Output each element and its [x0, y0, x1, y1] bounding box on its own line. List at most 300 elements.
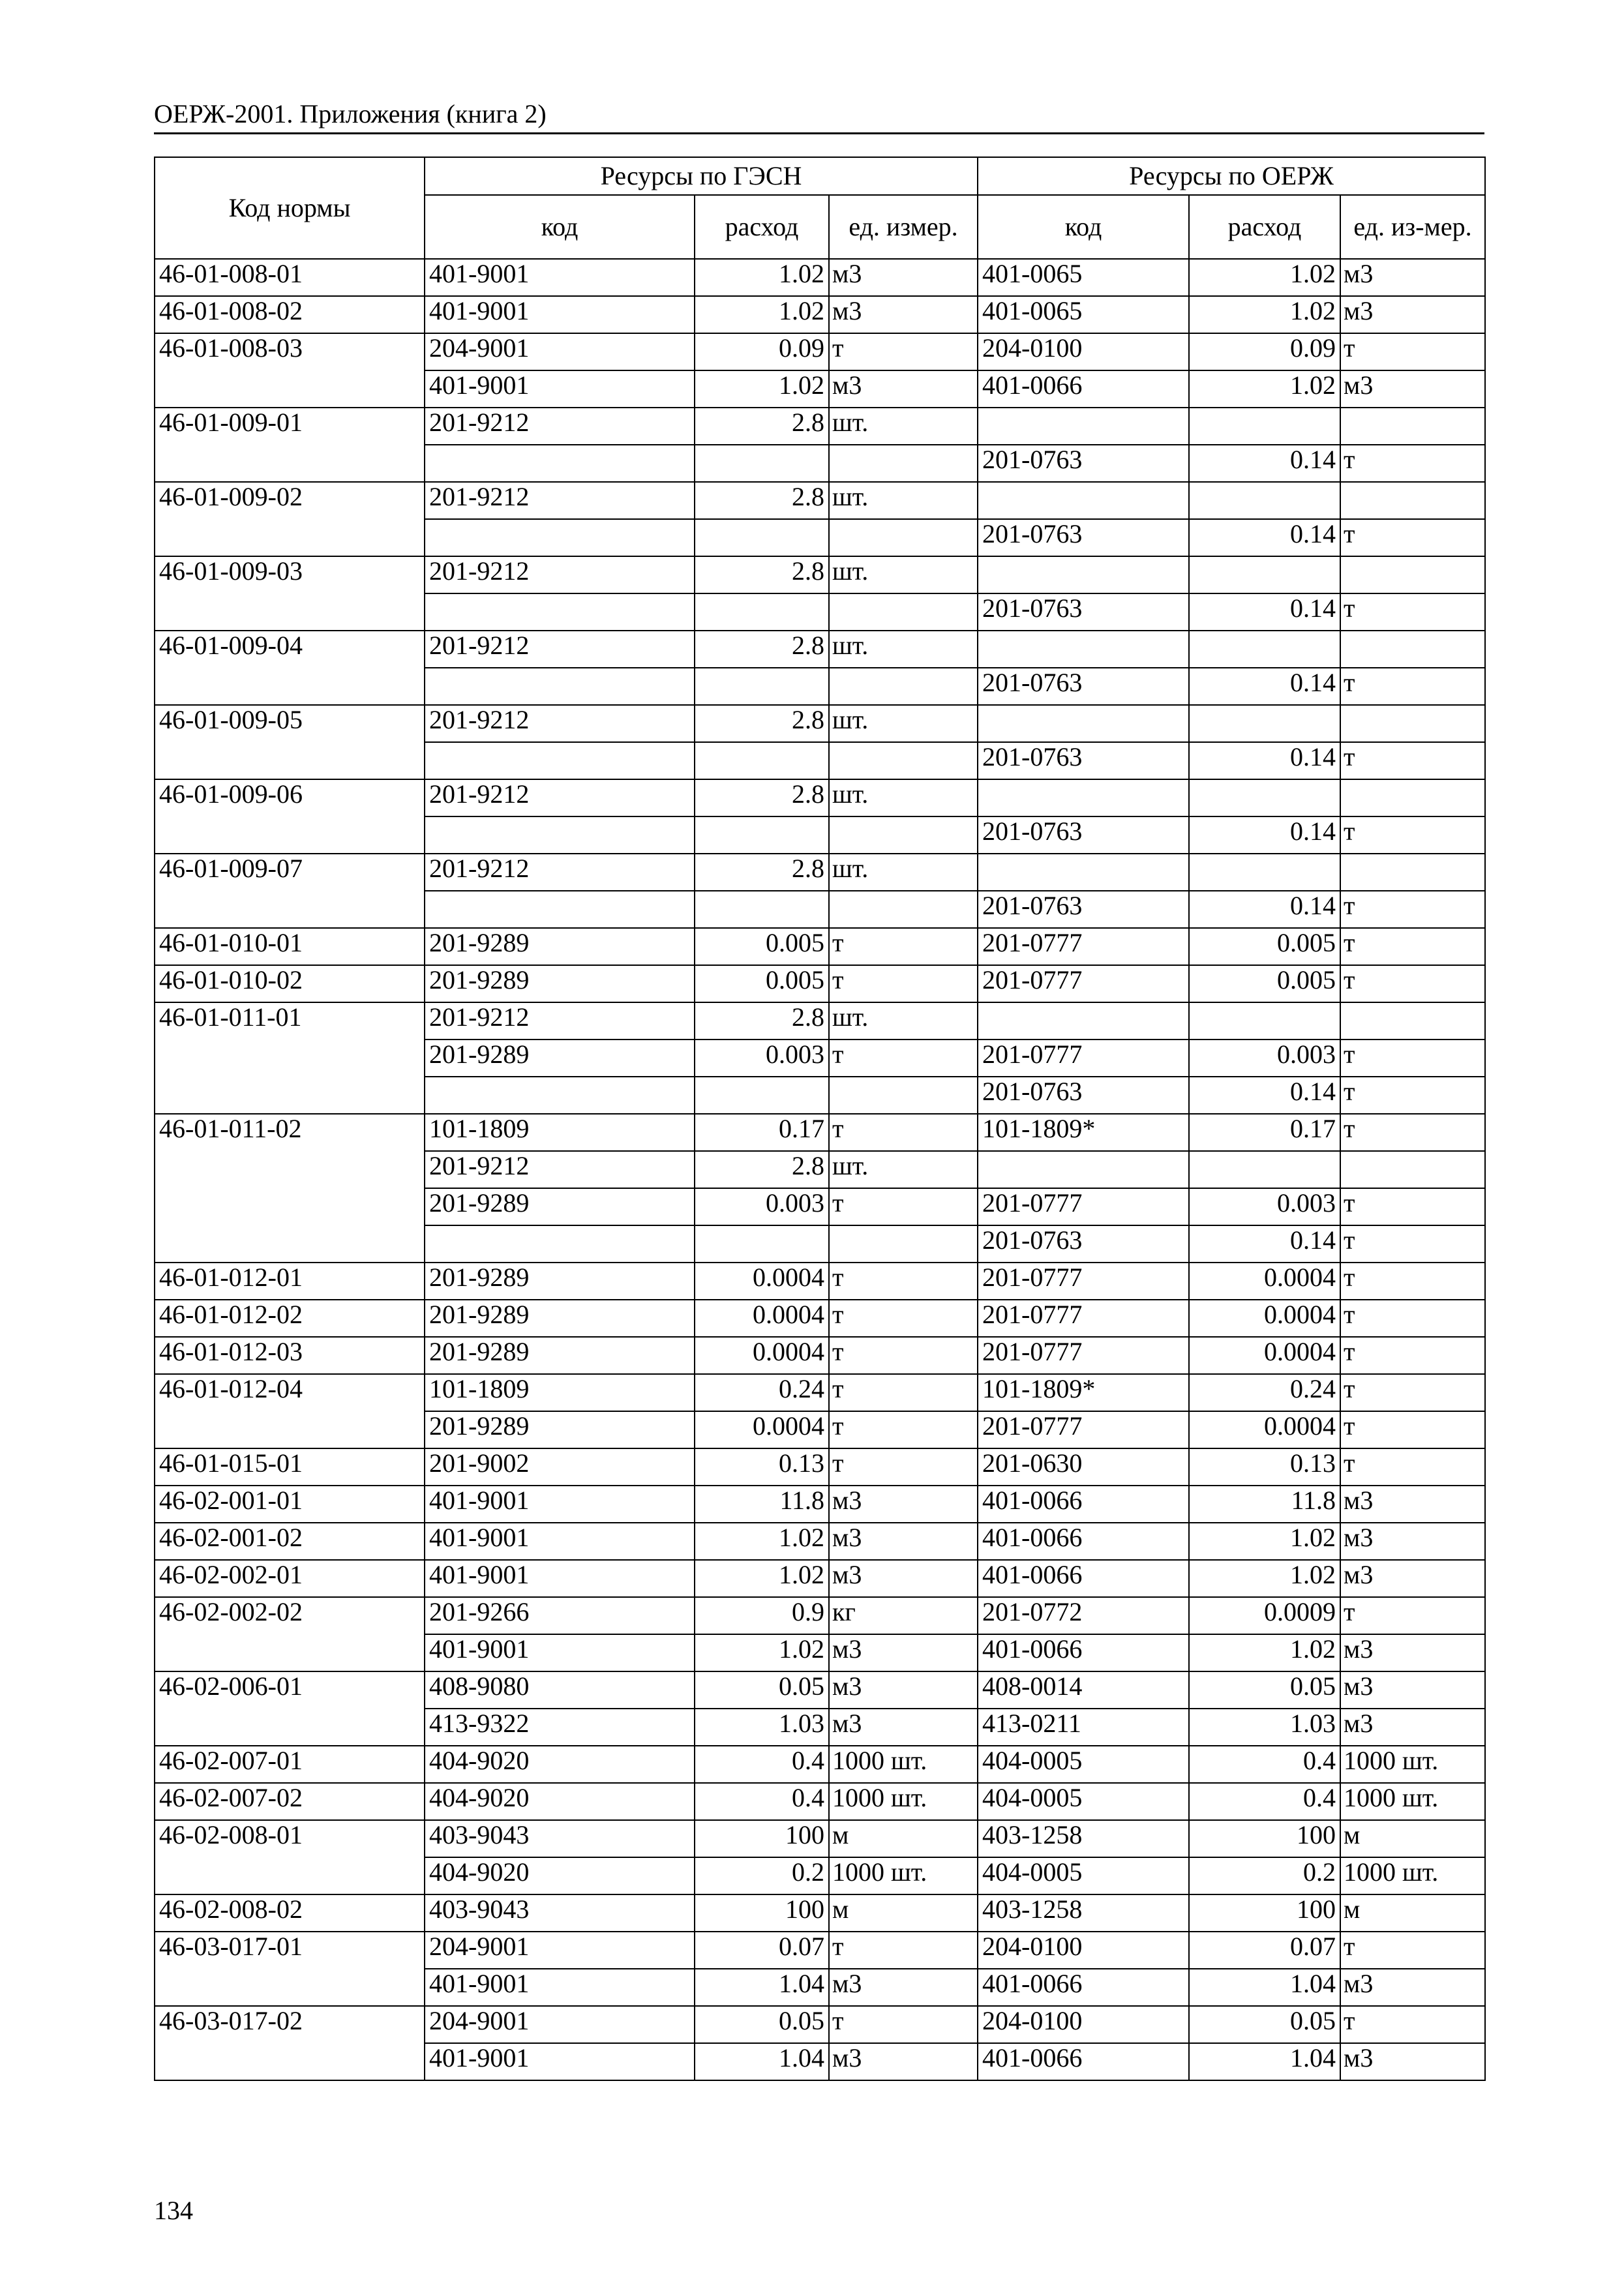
- oerzh-rate-cell: 1.02: [1189, 370, 1340, 408]
- oerzh-rate-cell: 1.02: [1189, 296, 1340, 333]
- norm-code-cell: 46-01-009-03: [155, 556, 425, 631]
- table-row: [155, 408, 1485, 445]
- norm-code-cell: 46-01-011-02: [155, 1114, 425, 1263]
- oerzh-rate-cell: 100: [1189, 1894, 1340, 1932]
- table-row: [155, 1300, 1485, 1337]
- oerzh-unit-cell: м3: [1340, 296, 1485, 333]
- norm-code-cell: 46-01-008-02: [155, 296, 425, 333]
- gesn-rate-cell: [695, 742, 829, 779]
- gesn-code-cell: 401-9001: [425, 1486, 695, 1523]
- gesn-code-cell: 404-9020: [425, 1857, 695, 1894]
- oerzh-unit-cell: м: [1340, 1894, 1485, 1932]
- gesn-code-cell: 201-9266: [425, 1597, 695, 1634]
- oerzh-rate-cell: 0.14: [1189, 1225, 1340, 1263]
- norm-code-cell: 46-01-012-03: [155, 1337, 425, 1374]
- gesn-code-cell: [425, 519, 695, 556]
- oerzh-unit-cell: м3: [1340, 1523, 1485, 1560]
- gesn-unit-cell: шт.: [829, 631, 978, 668]
- oerzh-rate-cell: 0.17: [1189, 1114, 1340, 1151]
- oerzh-unit-cell: [1340, 1002, 1485, 1040]
- oerzh-rate-cell: 0.05: [1189, 1671, 1340, 1709]
- gesn-unit-cell: т: [829, 1411, 978, 1448]
- oerzh-unit-cell: т: [1340, 519, 1485, 556]
- gesn-rate-cell: [695, 668, 829, 705]
- gesn-rate-cell: [695, 1077, 829, 1114]
- col-oerzh-rate: расход: [1189, 195, 1340, 259]
- gesn-code-cell: 401-9001: [425, 296, 695, 333]
- gesn-unit-cell: т: [829, 1448, 978, 1486]
- gesn-code-cell: 201-9289: [425, 1040, 695, 1077]
- oerzh-rate-cell: [1189, 779, 1340, 816]
- gesn-rate-cell: 0.07: [695, 1932, 829, 1969]
- oerzh-code-cell: 201-0763: [978, 593, 1189, 631]
- oerzh-unit-cell: т: [1340, 1114, 1485, 1151]
- col-gesn-unit: ед. измер.: [829, 195, 978, 259]
- table-header: [155, 157, 1485, 259]
- table-row: [155, 1448, 1485, 1486]
- oerzh-code-cell: 401-0066: [978, 1634, 1189, 1671]
- oerzh-code-cell: 201-0763: [978, 891, 1189, 928]
- oerzh-unit-cell: т: [1340, 1932, 1485, 1969]
- col-oerzh-code: код: [978, 195, 1189, 259]
- oerzh-rate-cell: 0.0004: [1189, 1411, 1340, 1448]
- oerzh-code-cell: 201-0630: [978, 1448, 1189, 1486]
- gesn-unit-cell: [829, 1077, 978, 1114]
- gesn-rate-cell: [695, 1225, 829, 1263]
- gesn-rate-cell: 2.8: [695, 779, 829, 816]
- oerzh-rate-cell: 0.14: [1189, 1077, 1340, 1114]
- gesn-rate-cell: 1.02: [695, 296, 829, 333]
- oerzh-code-cell: 201-0777: [978, 928, 1189, 965]
- gesn-unit-cell: шт.: [829, 705, 978, 742]
- gesn-unit-cell: [829, 593, 978, 631]
- gesn-code-cell: 401-9001: [425, 370, 695, 408]
- table-row: [155, 296, 1485, 333]
- oerzh-unit-cell: т: [1340, 333, 1485, 370]
- gesn-unit-cell: м3: [829, 370, 978, 408]
- oerzh-code-cell: 201-0777: [978, 1411, 1189, 1448]
- norm-code-cell: 46-01-008-01: [155, 259, 425, 296]
- table-row: [155, 1783, 1485, 1820]
- oerzh-code-cell: 101-1809*: [978, 1114, 1189, 1151]
- norm-code-cell: 46-01-009-05: [155, 705, 425, 779]
- oerzh-unit-cell: т: [1340, 1337, 1485, 1374]
- oerzh-unit-cell: т: [1340, 1300, 1485, 1337]
- gesn-unit-cell: м3: [829, 1671, 978, 1709]
- gesn-rate-cell: 2.8: [695, 482, 829, 519]
- oerzh-rate-cell: 0.14: [1189, 593, 1340, 631]
- oerzh-unit-cell: т: [1340, 1448, 1485, 1486]
- gesn-rate-cell: 0.0004: [695, 1300, 829, 1337]
- gesn-code-cell: 201-9212: [425, 408, 695, 445]
- gesn-unit-cell: т: [829, 333, 978, 370]
- oerzh-rate-cell: 0.14: [1189, 891, 1340, 928]
- oerzh-unit-cell: 1000 шт.: [1340, 1746, 1485, 1783]
- table-row: [155, 1374, 1485, 1411]
- gesn-unit-cell: шт.: [829, 482, 978, 519]
- gesn-code-cell: 201-9002: [425, 1448, 695, 1486]
- oerzh-code-cell: 201-0763: [978, 816, 1189, 854]
- norm-code-cell: 46-01-010-02: [155, 965, 425, 1002]
- oerzh-rate-cell: 0.13: [1189, 1448, 1340, 1486]
- oerzh-unit-cell: м3: [1340, 1560, 1485, 1597]
- oerzh-code-cell: [978, 1002, 1189, 1040]
- table-row: [155, 1560, 1485, 1597]
- oerzh-unit-cell: м3: [1340, 1671, 1485, 1709]
- oerzh-unit-cell: м3: [1340, 2043, 1485, 2080]
- oerzh-unit-cell: м3: [1340, 1486, 1485, 1523]
- oerzh-code-cell: 201-0763: [978, 742, 1189, 779]
- table-row: [155, 1002, 1485, 1040]
- gesn-rate-cell: 0.005: [695, 965, 829, 1002]
- oerzh-code-cell: 401-0065: [978, 296, 1189, 333]
- oerzh-code-cell: 201-0777: [978, 1263, 1189, 1300]
- oerzh-code-cell: [978, 1151, 1189, 1188]
- gesn-unit-cell: шт.: [829, 556, 978, 593]
- gesn-unit-cell: [829, 816, 978, 854]
- gesn-code-cell: 201-9212: [425, 705, 695, 742]
- norm-code-cell: 46-02-008-01: [155, 1820, 425, 1894]
- gesn-code-cell: 401-9001: [425, 259, 695, 296]
- gesn-unit-cell: шт.: [829, 779, 978, 816]
- oerzh-unit-cell: т: [1340, 1225, 1485, 1263]
- oerzh-code-cell: 201-0763: [978, 519, 1189, 556]
- norm-code-cell: 46-02-001-01: [155, 1486, 425, 1523]
- oerzh-unit-cell: т: [1340, 593, 1485, 631]
- gesn-code-cell: [425, 1225, 695, 1263]
- oerzh-code-cell: [978, 408, 1189, 445]
- oerzh-rate-cell: 1.02: [1189, 259, 1340, 296]
- norm-code-cell: 46-02-001-02: [155, 1523, 425, 1560]
- gesn-rate-cell: 1.02: [695, 259, 829, 296]
- oerzh-rate-cell: 100: [1189, 1820, 1340, 1857]
- gesn-code-cell: [425, 1077, 695, 1114]
- gesn-unit-cell: шт.: [829, 1151, 978, 1188]
- running-header: ОЕРЖ-2001. Приложения (книга 2): [154, 99, 547, 128]
- gesn-rate-cell: 1.04: [695, 1969, 829, 2006]
- norm-code-cell: 46-01-008-03: [155, 333, 425, 408]
- gesn-rate-cell: [695, 445, 829, 482]
- oerzh-unit-cell: [1340, 779, 1485, 816]
- oerzh-code-cell: 401-0066: [978, 370, 1189, 408]
- oerzh-code-cell: 201-0777: [978, 1337, 1189, 1374]
- gesn-code-cell: 201-9212: [425, 482, 695, 519]
- oerzh-code-cell: 204-0100: [978, 1932, 1189, 1969]
- gesn-unit-cell: шт.: [829, 854, 978, 891]
- gesn-code-cell: 201-9289: [425, 965, 695, 1002]
- oerzh-unit-cell: т: [1340, 1597, 1485, 1634]
- gesn-unit-cell: т: [829, 928, 978, 965]
- gesn-rate-cell: [695, 593, 829, 631]
- oerzh-unit-cell: т: [1340, 2006, 1485, 2043]
- oerzh-code-cell: 401-0066: [978, 1560, 1189, 1597]
- table-row: [155, 965, 1485, 1002]
- oerzh-rate-cell: 0.0009: [1189, 1597, 1340, 1634]
- table-row: [155, 1746, 1485, 1783]
- oerzh-unit-cell: [1340, 556, 1485, 593]
- gesn-unit-cell: [829, 891, 978, 928]
- gesn-code-cell: [425, 891, 695, 928]
- oerzh-code-cell: [978, 556, 1189, 593]
- oerzh-code-cell: 201-0777: [978, 965, 1189, 1002]
- gesn-rate-cell: 100: [695, 1894, 829, 1932]
- oerzh-unit-cell: м3: [1340, 259, 1485, 296]
- oerzh-unit-cell: т: [1340, 891, 1485, 928]
- gesn-code-cell: [425, 816, 695, 854]
- oerzh-unit-cell: т: [1340, 1411, 1485, 1448]
- gesn-rate-cell: 1.02: [695, 1634, 829, 1671]
- gesn-unit-cell: т: [829, 1263, 978, 1300]
- table-body: [155, 259, 1485, 2080]
- table-row: [155, 631, 1485, 668]
- oerzh-rate-cell: 11.8: [1189, 1486, 1340, 1523]
- gesn-rate-cell: 100: [695, 1820, 829, 1857]
- gesn-code-cell: 201-9289: [425, 1188, 695, 1225]
- gesn-code-cell: 401-9001: [425, 2043, 695, 2080]
- norm-code-cell: 46-01-009-06: [155, 779, 425, 854]
- col-gesn-code: код: [425, 195, 695, 259]
- gesn-unit-cell: т: [829, 1188, 978, 1225]
- gesn-code-cell: 201-9289: [425, 1300, 695, 1337]
- gesn-unit-cell: т: [829, 1932, 978, 1969]
- gesn-unit-cell: м3: [829, 1709, 978, 1746]
- oerzh-unit-cell: т: [1340, 1040, 1485, 1077]
- oerzh-unit-cell: [1340, 854, 1485, 891]
- gesn-rate-cell: 1.02: [695, 1560, 829, 1597]
- gesn-rate-cell: 0.005: [695, 928, 829, 965]
- gesn-code-cell: 403-9043: [425, 1894, 695, 1932]
- oerzh-rate-cell: [1189, 556, 1340, 593]
- gesn-code-cell: 201-9289: [425, 1411, 695, 1448]
- oerzh-rate-cell: 0.0004: [1189, 1337, 1340, 1374]
- oerzh-unit-cell: м3: [1340, 1634, 1485, 1671]
- gesn-code-cell: [425, 742, 695, 779]
- oerzh-unit-cell: м3: [1340, 1969, 1485, 2006]
- norm-code-cell: 46-02-007-01: [155, 1746, 425, 1783]
- oerzh-code-cell: 201-0772: [978, 1597, 1189, 1634]
- oerzh-code-cell: 401-0065: [978, 259, 1189, 296]
- norm-code-cell: 46-02-006-01: [155, 1671, 425, 1746]
- norm-code-cell: 46-01-009-02: [155, 482, 425, 556]
- oerzh-code-cell: 201-0763: [978, 445, 1189, 482]
- oerzh-code-cell: 403-1258: [978, 1820, 1189, 1857]
- gesn-unit-cell: [829, 445, 978, 482]
- gesn-rate-cell: 0.17: [695, 1114, 829, 1151]
- resource-table: [154, 157, 1486, 2081]
- table-row: [155, 333, 1485, 370]
- gesn-unit-cell: [829, 1225, 978, 1263]
- table-row: [155, 1932, 1485, 1969]
- gesn-code-cell: [425, 668, 695, 705]
- gesn-rate-cell: 0.13: [695, 1448, 829, 1486]
- oerzh-rate-cell: 0.05: [1189, 2006, 1340, 2043]
- oerzh-rate-cell: [1189, 1151, 1340, 1188]
- gesn-rate-cell: 0.05: [695, 1671, 829, 1709]
- gesn-code-cell: [425, 593, 695, 631]
- oerzh-unit-cell: т: [1340, 1188, 1485, 1225]
- table-row: [155, 1894, 1485, 1932]
- norm-code-cell: 46-01-009-04: [155, 631, 425, 705]
- table-row: [155, 1263, 1485, 1300]
- gesn-rate-cell: 0.0004: [695, 1263, 829, 1300]
- gesn-rate-cell: 2.8: [695, 1002, 829, 1040]
- gesn-code-cell: 201-9212: [425, 1151, 695, 1188]
- oerzh-unit-cell: т: [1340, 1077, 1485, 1114]
- oerzh-rate-cell: 0.4: [1189, 1746, 1340, 1783]
- gesn-unit-cell: т: [829, 965, 978, 1002]
- oerzh-code-cell: 413-0211: [978, 1709, 1189, 1746]
- gesn-rate-cell: 0.2: [695, 1857, 829, 1894]
- oerzh-rate-cell: [1189, 705, 1340, 742]
- oerzh-unit-cell: т: [1340, 668, 1485, 705]
- oerzh-code-cell: 201-0777: [978, 1188, 1189, 1225]
- oerzh-code-cell: 101-1809*: [978, 1374, 1189, 1411]
- gesn-unit-cell: м3: [829, 1560, 978, 1597]
- oerzh-unit-cell: т: [1340, 816, 1485, 854]
- oerzh-code-cell: 201-0763: [978, 1225, 1189, 1263]
- table-row: [155, 1337, 1485, 1374]
- gesn-code-cell: 401-9001: [425, 1560, 695, 1597]
- gesn-unit-cell: м3: [829, 296, 978, 333]
- oerzh-unit-cell: м: [1340, 1820, 1485, 1857]
- gesn-code-cell: 404-9020: [425, 1746, 695, 1783]
- table-row: [155, 556, 1485, 593]
- norm-code-cell: 46-03-017-01: [155, 1932, 425, 2006]
- oerzh-rate-cell: 1.03: [1189, 1709, 1340, 1746]
- gesn-code-cell: 401-9001: [425, 1523, 695, 1560]
- oerzh-code-cell: 404-0005: [978, 1783, 1189, 1820]
- gesn-unit-cell: м3: [829, 259, 978, 296]
- oerzh-rate-cell: [1189, 1002, 1340, 1040]
- oerzh-rate-cell: 0.14: [1189, 742, 1340, 779]
- gesn-code-cell: 201-9212: [425, 631, 695, 668]
- oerzh-rate-cell: 0.005: [1189, 928, 1340, 965]
- oerzh-rate-cell: 0.003: [1189, 1188, 1340, 1225]
- oerzh-code-cell: 408-0014: [978, 1671, 1189, 1709]
- norm-code-cell: 46-02-002-02: [155, 1597, 425, 1671]
- oerzh-rate-cell: 0.24: [1189, 1374, 1340, 1411]
- oerzh-rate-cell: [1189, 482, 1340, 519]
- gesn-code-cell: 201-9212: [425, 556, 695, 593]
- oerzh-code-cell: 401-0066: [978, 1969, 1189, 2006]
- table-row: [155, 1523, 1485, 1560]
- gesn-rate-cell: 0.4: [695, 1746, 829, 1783]
- norm-code-cell: 46-01-011-01: [155, 1002, 425, 1114]
- gesn-unit-cell: м3: [829, 1523, 978, 1560]
- oerzh-code-cell: 401-0066: [978, 1523, 1189, 1560]
- oerzh-unit-cell: 1000 шт.: [1340, 1857, 1485, 1894]
- gesn-rate-cell: 11.8: [695, 1486, 829, 1523]
- gesn-rate-cell: [695, 891, 829, 928]
- table-row: [155, 259, 1485, 296]
- oerzh-code-cell: [978, 854, 1189, 891]
- oerzh-code-cell: 401-0066: [978, 1486, 1189, 1523]
- gesn-code-cell: 101-1809: [425, 1114, 695, 1151]
- gesn-unit-cell: м3: [829, 1634, 978, 1671]
- oerzh-rate-cell: [1189, 631, 1340, 668]
- gesn-unit-cell: т: [829, 1300, 978, 1337]
- gesn-rate-cell: 0.05: [695, 2006, 829, 2043]
- gesn-rate-cell: 0.9: [695, 1597, 829, 1634]
- gesn-rate-cell: 1.04: [695, 2043, 829, 2080]
- gesn-code-cell: 404-9020: [425, 1783, 695, 1820]
- norm-code-cell: 46-02-002-01: [155, 1560, 425, 1597]
- oerzh-unit-cell: [1340, 408, 1485, 445]
- table-row: [155, 1671, 1485, 1709]
- gesn-unit-cell: шт.: [829, 408, 978, 445]
- table-row: [155, 854, 1485, 891]
- oerzh-rate-cell: 0.005: [1189, 965, 1340, 1002]
- gesn-code-cell: 204-9001: [425, 1932, 695, 1969]
- oerzh-code-cell: [978, 631, 1189, 668]
- gesn-code-cell: 201-9289: [425, 1263, 695, 1300]
- gesn-unit-cell: т: [829, 1114, 978, 1151]
- gesn-code-cell: 201-9212: [425, 854, 695, 891]
- gesn-code-cell: 403-9043: [425, 1820, 695, 1857]
- page-number: 134: [154, 2196, 193, 2225]
- oerzh-unit-cell: т: [1340, 928, 1485, 965]
- col-gesn-rate: расход: [695, 195, 829, 259]
- table-row: [155, 705, 1485, 742]
- norm-code-cell: 46-02-008-02: [155, 1894, 425, 1932]
- norm-code-cell: 46-02-007-02: [155, 1783, 425, 1820]
- gesn-unit-cell: 1000 шт.: [829, 1746, 978, 1783]
- gesn-rate-cell: 0.003: [695, 1188, 829, 1225]
- col-norm-code: Код нормы: [155, 157, 425, 259]
- table-row: [155, 1114, 1485, 1151]
- gesn-rate-cell: 0.4: [695, 1783, 829, 1820]
- gesn-rate-cell: 2.8: [695, 408, 829, 445]
- oerzh-code-cell: 404-0005: [978, 1857, 1189, 1894]
- gesn-code-cell: 101-1809: [425, 1374, 695, 1411]
- oerzh-rate-cell: 0.003: [1189, 1040, 1340, 1077]
- gesn-rate-cell: [695, 816, 829, 854]
- oerzh-rate-cell: [1189, 854, 1340, 891]
- gesn-unit-cell: м3: [829, 1969, 978, 2006]
- gesn-rate-cell: 1.02: [695, 370, 829, 408]
- oerzh-code-cell: 201-0763: [978, 1077, 1189, 1114]
- gesn-code-cell: 408-9080: [425, 1671, 695, 1709]
- oerzh-rate-cell: 1.02: [1189, 1560, 1340, 1597]
- oerzh-rate-cell: [1189, 408, 1340, 445]
- table-row: [155, 928, 1485, 965]
- oerzh-unit-cell: т: [1340, 445, 1485, 482]
- gesn-rate-cell: 0.0004: [695, 1337, 829, 1374]
- oerzh-rate-cell: 0.2: [1189, 1857, 1340, 1894]
- gesn-rate-cell: 2.8: [695, 1151, 829, 1188]
- group-oerzh: Ресурсы по ОЕРЖ: [978, 157, 1485, 195]
- gesn-unit-cell: т: [829, 1040, 978, 1077]
- gesn-unit-cell: т: [829, 1337, 978, 1374]
- oerzh-rate-cell: 1.02: [1189, 1634, 1340, 1671]
- table-row: [155, 1597, 1485, 1634]
- oerzh-unit-cell: м3: [1340, 1709, 1485, 1746]
- gesn-rate-cell: 1.03: [695, 1709, 829, 1746]
- gesn-unit-cell: [829, 668, 978, 705]
- oerzh-code-cell: 201-0763: [978, 668, 1189, 705]
- gesn-rate-cell: 0.09: [695, 333, 829, 370]
- oerzh-rate-cell: 1.04: [1189, 1969, 1340, 2006]
- gesn-unit-cell: шт.: [829, 1002, 978, 1040]
- header-rule: [154, 132, 1484, 134]
- gesn-rate-cell: 2.8: [695, 705, 829, 742]
- gesn-rate-cell: 2.8: [695, 854, 829, 891]
- norm-code-cell: 46-01-012-02: [155, 1300, 425, 1337]
- gesn-rate-cell: 1.02: [695, 1523, 829, 1560]
- norm-code-cell: 46-01-012-01: [155, 1263, 425, 1300]
- gesn-unit-cell: м3: [829, 2043, 978, 2080]
- norm-code-cell: 46-01-009-07: [155, 854, 425, 928]
